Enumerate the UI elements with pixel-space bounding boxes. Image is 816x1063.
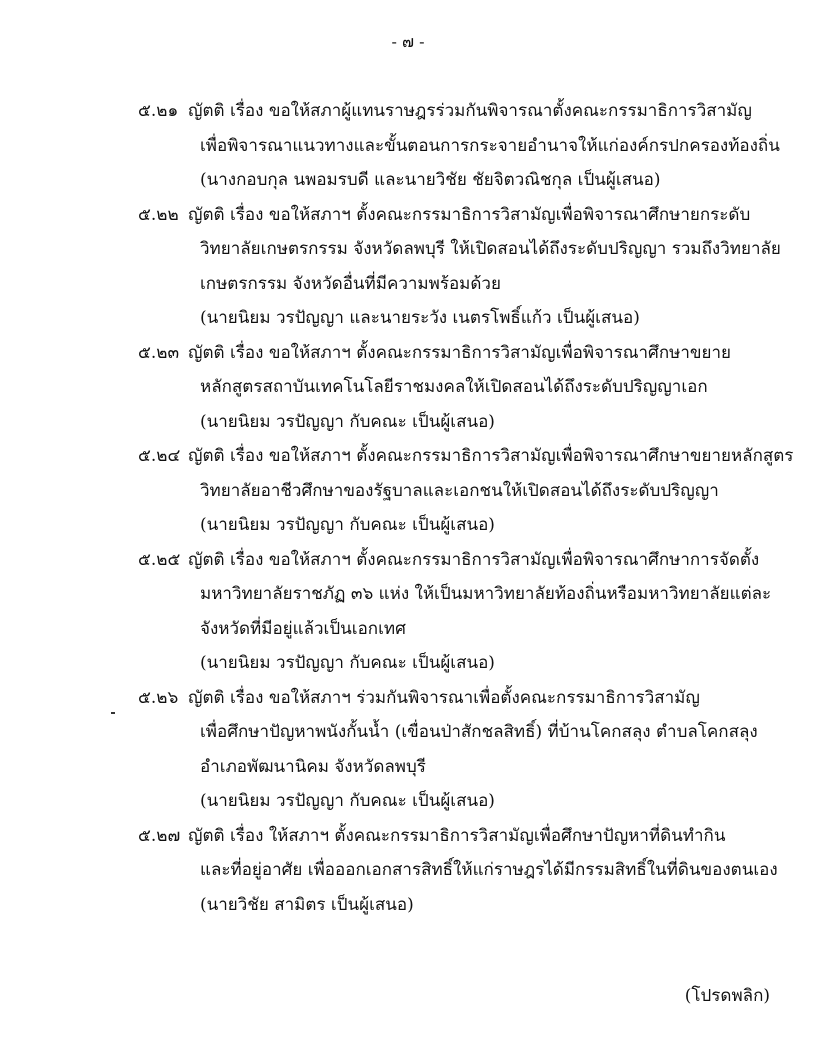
motion-title-line: ญัตติ เรื่อง ขอให้สภาฯ ร่วมกันพิจารณาเพื่อตั้งคณะกรรมาธิการวิสามัญ: [188, 687, 700, 708]
motion-body: [188, 819, 798, 923]
motion-number: ๕.๒๓: [138, 342, 180, 363]
motion-item: [138, 681, 798, 819]
motion-text-line: เพื่อศึกษาปัญหาพนังกั้นน้ำ (เขื่อนป่าสักชลสิทธิ์) ที่บ้านโคกสลุง ตำบลโคกสลุง: [200, 722, 758, 742]
motion-text-line: และที่อยู่อาศัย เพื่อออกเอกสารสิทธิ์ให้แก่ราษฎรได้มีกรรมสิทธิ์ในที่ดินของตนเอง: [200, 860, 778, 880]
motion-number: ๕.๒๖: [138, 687, 179, 708]
motion-text-line: จังหวัดที่มีอยู่แล้วเป็นเอกเทศ: [200, 618, 406, 639]
motion-title-line: ญัตติ เรื่อง ขอให้สภาฯ ตั้งคณะกรรมาธิการวิสามัญเพื่อพิจารณาศึกษายกระดับ: [188, 204, 751, 225]
motion-text-line: วิทยาลัยเกษตรกรรม จังหวัดลพบุรี ให้เปิดสอนได้ถึงระดับปริญญา รวมถึงวิทยาลัย: [200, 239, 781, 259]
motion-item: [138, 439, 798, 543]
motion-body: [188, 94, 798, 198]
motion-proposer: (นายวิชัย สามิตร เป็นผู้เสนอ): [200, 894, 414, 915]
motion-text-line: วิทยาลัยอาชีวศึกษาของรัฐบาลและเอกชนให้เปิดสอนได้ถึงระดับปริญญา: [200, 480, 719, 501]
motion-title-line: ญัตติ เรื่อง ให้สภาฯ ตั้งคณะกรรมาธิการวิสามัญเพื่อศึกษาปัญหาที่ดินทำกิน: [188, 825, 726, 846]
motion-number: ๕.๒๒: [138, 204, 179, 225]
motion-number: ๕.๒๕: [138, 549, 181, 570]
motion-title-line: ญัตติ เรื่อง ขอให้สภาฯ ตั้งคณะกรรมาธิการวิสามัญเพื่อพิจารณาศึกษาขยายหลักสูตร: [188, 446, 794, 466]
motion-item: [138, 94, 798, 198]
motion-item: [138, 543, 798, 681]
motion-proposer: (นายนิยม วรปัญญา กับคณะ เป็นผู้เสนอ): [200, 411, 495, 432]
page-number: - ๗ -: [391, 32, 425, 51]
motion-title-line: ญัตติ เรื่อง ขอให้สภาผู้แทนราษฎรร่วมกันพิจารณาตั้งคณะกรรมาธิการวิสามัญ: [188, 101, 752, 121]
motion-text-line: มหาวิทยาลัยราชภัฏ ๓๖ แห่ง ให้เป็นมหาวิทยาลัยท้องถิ่นหรือมหาวิทยาลัยแต่ละ: [200, 584, 772, 604]
motion-text-line: อำเภอพัฒนานิคม จังหวัดลพบุรี: [200, 756, 426, 777]
motion-body: [188, 543, 798, 681]
motion-number: ๕.๒๔: [138, 446, 181, 466]
motion-text-line: เพื่อพิจารณาแนวทางและขั้นตอนการกระจายอำนาจให้แก่องค์กรปกครองท้องถิ่น: [200, 135, 780, 156]
motion-title-line: ญัตติ เรื่อง ขอให้สภาฯ ตั้งคณะกรรมาธิการวิสามัญเพื่อพิจารณาศึกษาการจัดตั้ง: [188, 549, 760, 570]
motion-body: [188, 439, 798, 543]
motion-proposer: (นายนิยม วรปัญญา และนายระวัง เนตรโพธิ์แก้ว เป็นผู้เสนอ): [200, 308, 640, 328]
turn-page-note: (โปรดพลิก): [684, 986, 770, 1006]
motion-proposer: (นางกอบกุล นพอมรบดี และนายวิชัย ชัยจิตวณิชกุล เป็นผู้เสนอ): [200, 170, 661, 190]
motion-text-line: หลักสูตรสถาบันเทคโนโลยีราชมงคลให้เปิดสอนได้ถึงระดับปริญญาเอก: [200, 377, 708, 397]
motion-body: [188, 336, 798, 440]
motion-title-line: ญัตติ เรื่อง ขอให้สภาฯ ตั้งคณะกรรมาธิการวิสามัญเพื่อพิจารณาศึกษาขยาย: [188, 342, 731, 363]
motion-item: [138, 198, 798, 336]
motion-text-line: เกษตรกรรม จังหวัดอื่นที่มีความพร้อมด้วย: [200, 273, 501, 294]
motion-number: ๕.๒๗: [138, 825, 181, 846]
motion-body: [188, 681, 798, 819]
motion-body: [188, 198, 798, 336]
scan-mark: [111, 712, 115, 714]
motion-item: [138, 336, 798, 440]
motion-item: [138, 819, 798, 923]
motion-proposer: (นายนิยม วรปัญญา กับคณะ เป็นผู้เสนอ): [200, 515, 495, 535]
motion-proposer: (นายนิยม วรปัญญา กับคณะ เป็นผู้เสนอ): [200, 791, 495, 811]
motion-proposer: (นายนิยม วรปัญญา กับคณะ เป็นผู้เสนอ): [200, 653, 495, 673]
motion-number: ๕.๒๑: [138, 101, 179, 121]
motion-list: [138, 94, 798, 922]
